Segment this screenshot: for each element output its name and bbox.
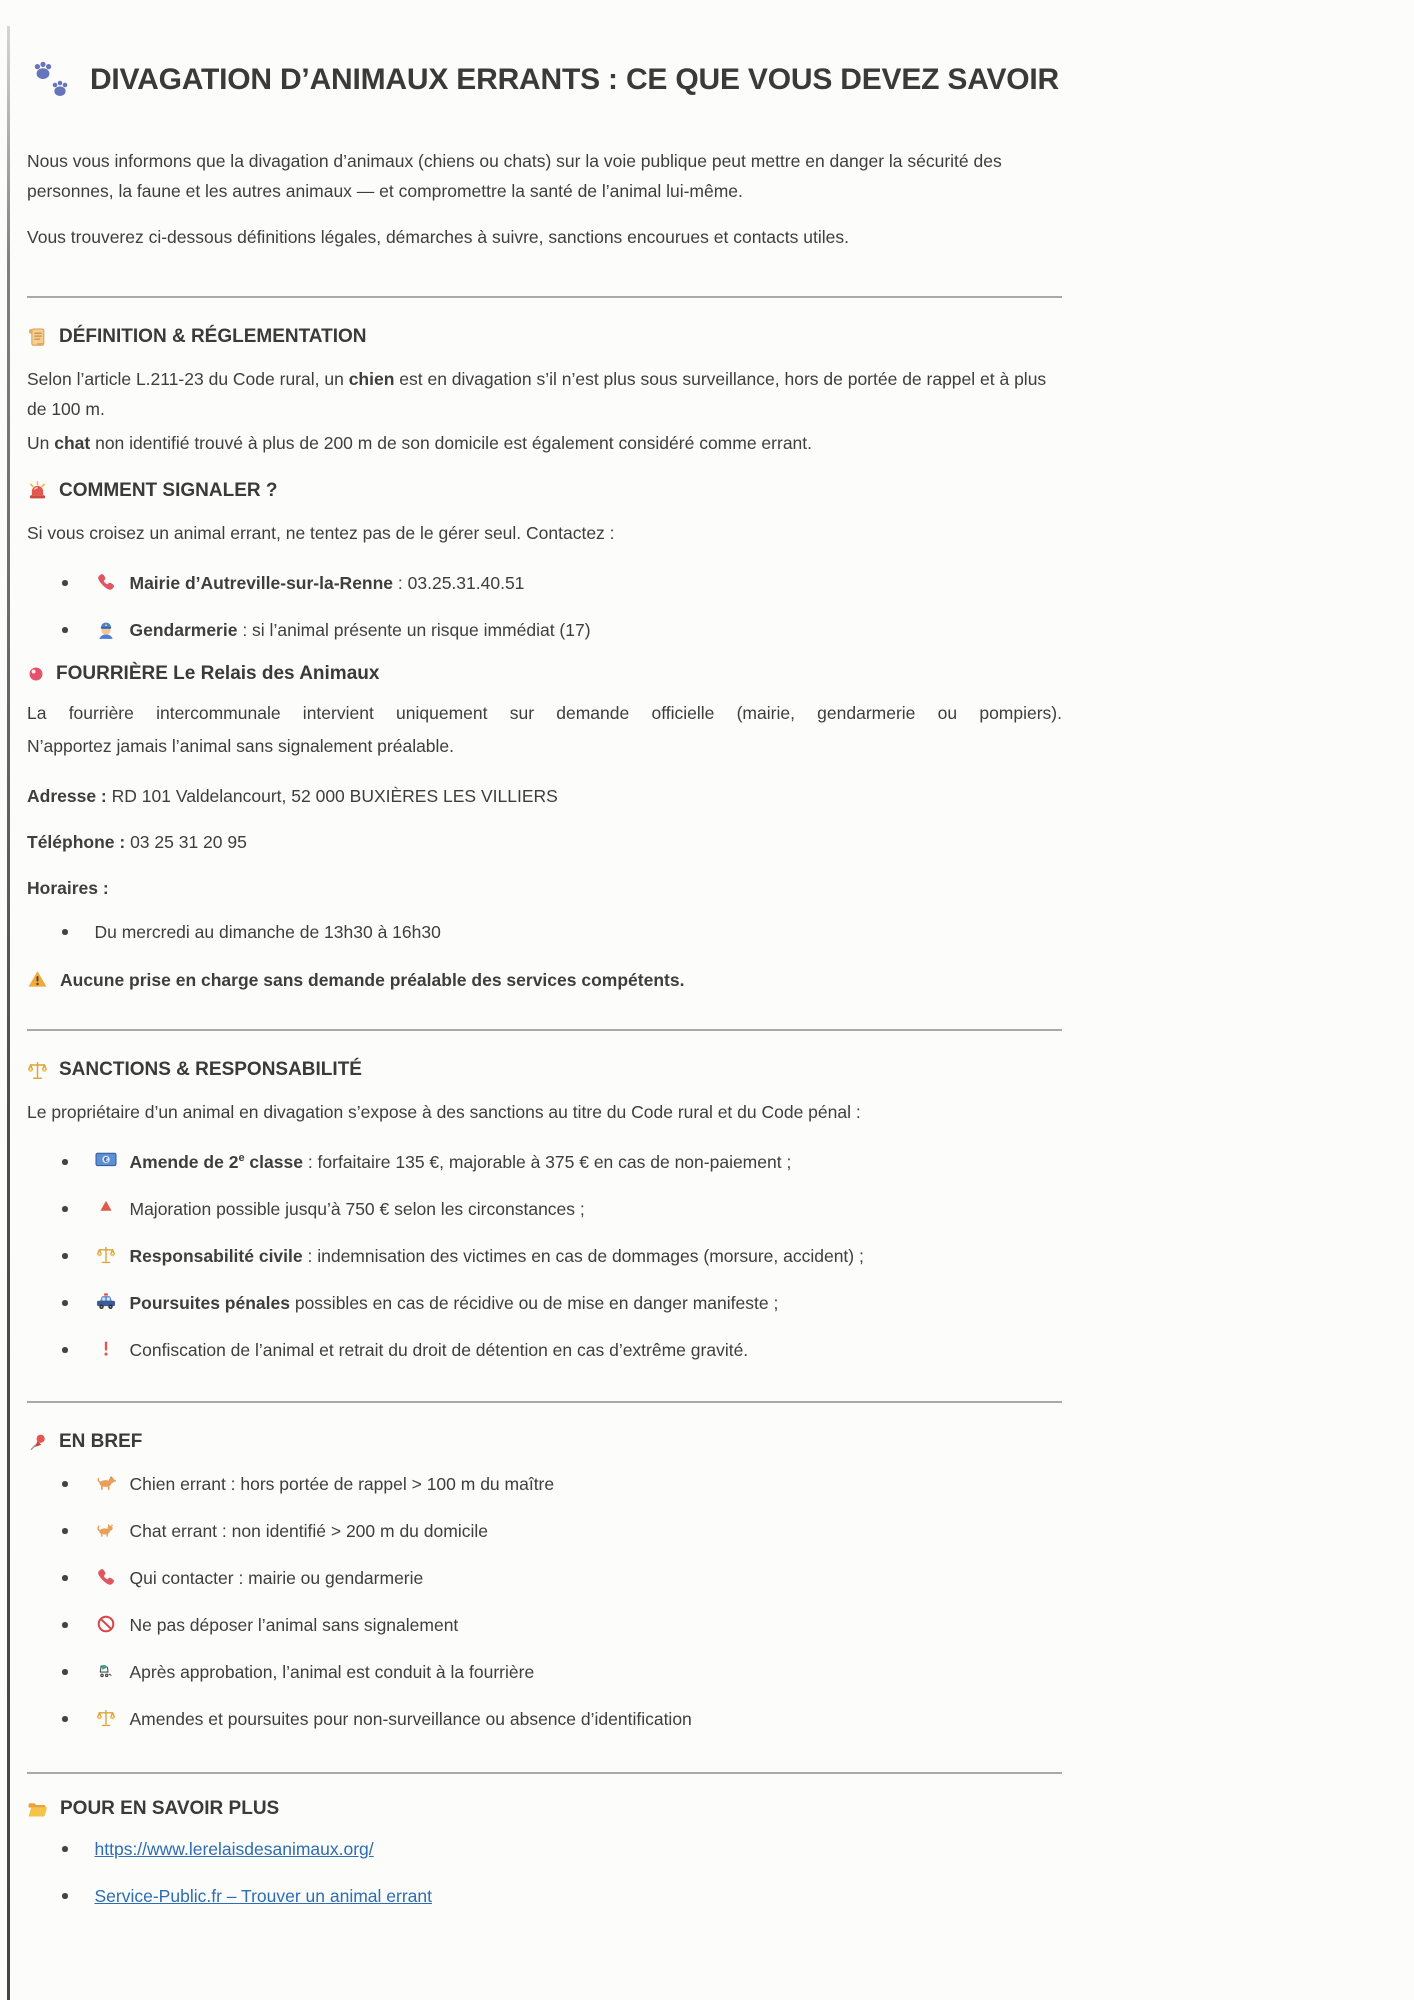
list-item (62, 1288, 1062, 1318)
list-item-text: Responsabilité civile : indemnisation des victimes en cas de dommages (morsure, accident) ; (129, 1246, 864, 1266)
list-item-text: Mairie d’Autreville-sur-la-Renne : 03.25.31.40.51 (129, 573, 525, 593)
fourriere-paragraph-line1: La fourrière intercommunale intervient uniquement sur demande officielle (mairie, gendarmerie ou pompiers). (27, 703, 1062, 723)
prohibited-icon (95, 1614, 117, 1634)
list-item-text: Chat errant : non identifié > 200 m du domicile (129, 1521, 488, 1541)
police-car-icon (95, 1292, 117, 1311)
list-item (62, 1469, 1062, 1499)
scales-icon (95, 1245, 117, 1265)
scales-icon (95, 1708, 117, 1728)
definition-paragraph-2: Un chat non identifié trouvé à plus de 200 m de son domicile est également considéré comme errant. (27, 433, 813, 453)
siren-icon (27, 481, 48, 502)
exclamation-icon (95, 1339, 117, 1358)
section-heading-sanctions (27, 1059, 1062, 1081)
section-heading-label: POUR EN SAVOIR PLUS (60, 1798, 280, 1819)
section-heading-label: COMMENT SIGNALER ? (59, 480, 278, 501)
enbref-list (27, 1469, 1062, 1734)
section-divider (27, 296, 1062, 298)
list-item-text: Du mercredi au dimanche de 13h30 à 16h30 (94, 922, 441, 942)
section-heading-enbref (27, 1431, 1062, 1453)
list-item (62, 917, 1062, 947)
list-item (62, 568, 1062, 598)
list-item (62, 1194, 1062, 1224)
list-item (62, 1563, 1062, 1593)
bullet-marker (62, 1846, 68, 1852)
list-item (62, 1704, 1062, 1734)
sanctions-intro: Le propriétaire d’un animal en divagation s’expose à des sanctions au titre du Code rural et du Code pénal : (27, 1102, 861, 1122)
list-item (62, 1147, 1062, 1177)
list-item-text: Ne pas déposer l’animal sans signalement (129, 1615, 459, 1635)
folder-icon (27, 1799, 49, 1819)
list-item-text: Majoration possible jusqu’à 750 € selon les circonstances ; (129, 1199, 585, 1219)
section-heading-label: FOURRIÈRE Le Relais des Animaux (56, 663, 380, 684)
list-item-text: Qui contacter : mairie ou gendarmerie (129, 1568, 424, 1588)
list-item (62, 1516, 1062, 1546)
list-item (62, 1881, 1062, 1911)
section-heading-definition (27, 326, 1062, 348)
bullet-marker (62, 1300, 68, 1306)
title-row (27, 58, 1062, 102)
fourriere-paragraph-line2: N’apportez jamais l’animal sans signalement préalable. (27, 736, 455, 756)
address-line: Adresse : RD 101 Valdelancourt, 52 000 BUXIÈRES LES VILLIERS (27, 786, 558, 806)
bullet-marker (62, 1893, 68, 1899)
round-pin-icon (27, 665, 45, 683)
section-heading-label: EN BREF (59, 1431, 143, 1452)
bullet-marker (62, 1669, 68, 1675)
bullet-marker (62, 1347, 68, 1353)
warning-text: Aucune prise en charge sans demande préalable des services compétents. (60, 970, 685, 990)
scroll-icon (27, 326, 48, 348)
section-heading-signaler (27, 480, 1062, 502)
scales-icon (27, 1060, 48, 1081)
pushpin-icon (27, 1432, 48, 1453)
link-lerelaisdesanimaux[interactable]: https://www.lerelaisdesanimaux.org/ (94, 1839, 374, 1859)
red-triangle-icon (95, 1198, 117, 1214)
bullet-marker (62, 1159, 68, 1165)
hours-label: Horaires : (27, 878, 109, 898)
scan-edge-artifact (7, 26, 10, 2000)
section-divider (27, 1029, 1062, 1031)
list-item (62, 1335, 1062, 1365)
section-heading-savoirplus (27, 1798, 1062, 1820)
police-officer-icon (95, 619, 117, 640)
list-item-text: Après approbation, l’animal est conduit à la fourrière (129, 1662, 535, 1682)
links-list (27, 1834, 1062, 1911)
list-item-text: Chien errant : hors portée de rappel > 100 m du maître (129, 1474, 555, 1494)
definition-paragraph-1: Selon l’article L.211-23 du Code rural, un chien est en divagation s’il n’est plus sous surveillance, hors de portée de rappel et à plus de 100 m. (27, 369, 1047, 419)
page-title: DIVAGATION D’ANIMAUX ERRANTS : CE QUE VOUS DEVEZ SAVOIR (89, 63, 1060, 96)
section-heading-label: DÉFINITION & RÉGLEMENTATION (59, 326, 367, 347)
euro-banknote-icon (95, 1151, 117, 1168)
bullet-marker (62, 1575, 68, 1581)
animal-transport-icon (95, 1661, 117, 1681)
warning-note (27, 965, 1062, 995)
link-service-public[interactable]: Service-Public.fr – Trouver un animal errant (94, 1886, 432, 1906)
hours-list (27, 917, 1062, 947)
section-divider (27, 1401, 1062, 1403)
bullet-marker (62, 580, 68, 586)
list-item-text: Gendarmerie : si l’animal présente un risque immédiat (17) (129, 620, 591, 640)
section-divider (27, 1772, 1062, 1774)
bullet-marker (62, 627, 68, 633)
bullet-marker (62, 1481, 68, 1487)
list-item-text: Amendes et poursuites pour non-surveillance ou absence d’identification (129, 1709, 692, 1729)
phone-line: Téléphone : 03 25 31 20 95 (27, 832, 247, 852)
bullet-marker (62, 1206, 68, 1212)
signaler-intro: Si vous croisez un animal errant, ne tentez pas de le gérer seul. Contactez : (27, 523, 615, 543)
warning-icon (27, 969, 48, 989)
list-item-text: Poursuites pénales possibles en cas de récidive ou de mise en danger manifeste ; (129, 1293, 779, 1313)
signaler-list (27, 568, 1062, 645)
bullet-marker (62, 1528, 68, 1534)
intro-paragraph-2: Vous trouverez ci-dessous définitions légales, démarches à suivre, sanctions encourues et contacts utiles. (27, 227, 849, 247)
cat-icon (95, 1520, 117, 1539)
sanctions-list (27, 1147, 1062, 1365)
list-item-text: Confiscation de l’animal et retrait du droit de détention en cas d’extrême gravité. (129, 1340, 749, 1360)
bullet-marker (62, 1622, 68, 1628)
list-item-text: Amende de 2e classe : forfaitaire 135 €, majorable à 375 € en cas de non-paiement ; (129, 1152, 792, 1172)
intro-paragraph-1: Nous vous informons que la divagation d’animaux (chiens ou chats) sur la voie publique peut mettre en danger la sécurité des personnes, la faune et les autres animaux — et compromettre la santé de l’animal lui-même. (27, 151, 1002, 201)
section-heading-label: SANCTIONS & RESPONSABILITÉ (59, 1059, 362, 1080)
list-item (62, 615, 1062, 645)
phone-icon (95, 572, 117, 593)
list-item (62, 1610, 1062, 1640)
paw-prints-icon (30, 58, 74, 102)
bullet-marker (62, 1716, 68, 1722)
bullet-marker (62, 1253, 68, 1259)
list-item (62, 1834, 1062, 1864)
list-item (62, 1657, 1062, 1687)
list-item (62, 1241, 1062, 1271)
svg-text:€: € (103, 1155, 108, 1164)
dog-icon (95, 1473, 117, 1492)
phone-icon (95, 1567, 117, 1588)
bullet-marker (62, 929, 68, 935)
section-heading-fourriere (27, 663, 1062, 685)
